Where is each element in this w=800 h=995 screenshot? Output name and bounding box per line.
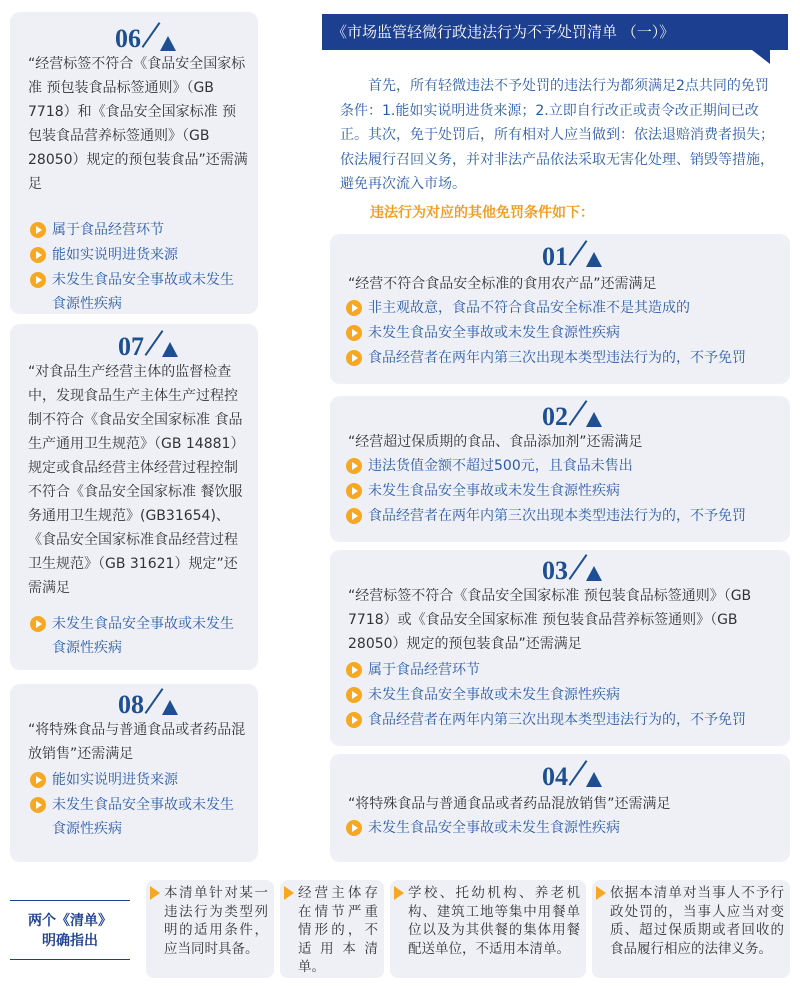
condition-item: 食品经营者在两年内第三次出现本类型违法行为的，不予免罚 <box>346 346 786 370</box>
footer-note <box>146 880 274 978</box>
card-quote: “将特殊食品与普通食品或者药品混放销售”还需满足 <box>348 796 671 812</box>
card-04 <box>330 754 790 862</box>
condition-item: 非主观故意，食品不符合食品安全标准不是其造成的 <box>346 296 786 320</box>
banner-tail <box>752 50 770 64</box>
condition-item: 食品经营者在两年内第三次出现本类型违法行为的，不予免罚 <box>346 504 786 528</box>
slash-decoration <box>569 240 588 266</box>
card-quote: “对食品生产经营主体的监督检查中，发现食品生产主体生产过程控制不符合《食品安全国家标准 食品生产通用卫生规范》（GB 14881）规定或食品经营主体经营过程控制不符合《食品安全国家标准 餐饮服务通用卫生规范》(GB31654)、《食品安全国家标准食品经营过程卫生规范》（GB 31621）规定”还需满足 <box>28 364 245 596</box>
arrow-icon <box>150 886 160 900</box>
slash-decoration <box>142 22 161 48</box>
card-number: 06 <box>115 24 141 53</box>
footer-title-line: 两个《清单》 <box>28 913 112 929</box>
play-bullet-icon <box>30 797 46 813</box>
arrow-icon <box>284 886 294 900</box>
footer-note-text: 依据本清单对当事人不予行政处罚的，当事人应当对变质、超过保质期或者回收的食品履行相应的法律义务。 <box>610 885 784 957</box>
play-bullet-icon <box>30 222 46 238</box>
condition-item: 食品经营者在两年内第三次出现本类型违法行为的，不予免罚 <box>346 708 786 732</box>
play-bullet-icon <box>30 772 46 788</box>
footer-note <box>390 880 586 978</box>
slash-decoration <box>569 400 588 426</box>
play-bullet-icon <box>346 687 362 703</box>
conditions-subheading: 违法行为对应的其他免罚条件如下： <box>370 205 594 221</box>
triangle-icon <box>586 772 602 787</box>
condition-item: 未发生食品安全事故或未发生食源性疾病 <box>30 793 242 841</box>
card-02 <box>330 396 790 542</box>
card-number: 04 <box>542 762 568 791</box>
triangle-icon <box>586 412 602 427</box>
card-quote: “经营标签不符合《食品安全国家标准 预包装食品标签通则》（GB 7718）和《食品安全国家标准 预包装食品营养标签通则》（GB 28050）规定的预包装食品”还需满足 <box>28 56 248 192</box>
card-quote: “经营不符合食品安全标准的食用农产品”还需满足 <box>348 276 657 292</box>
play-bullet-icon <box>30 272 46 288</box>
card-quote: “经营超过保质期的食品、食品添加剂”还需满足 <box>348 434 643 450</box>
slash-decoration <box>569 554 588 580</box>
play-bullet-icon <box>346 300 362 316</box>
footer-note-text: 学校、托幼机构、养老机构、建筑工地等集中用餐单位以及为其供餐的集体用餐配送单位，不适用本清单。 <box>408 885 580 957</box>
condition-item: 能如实说明进货来源 <box>30 768 252 792</box>
play-bullet-icon <box>346 820 362 836</box>
triangle-icon <box>586 252 602 267</box>
arrow-icon <box>596 886 606 900</box>
play-bullet-icon <box>30 247 46 263</box>
footer-title <box>10 900 130 960</box>
condition-item: 违法货值金额不超过500元，且食品未售出 <box>346 454 786 478</box>
condition-item: 未发生食品安全事故或未发生食源性疾病 <box>346 321 786 345</box>
slash-decoration <box>145 330 164 356</box>
card-quote: “经营标签不符合《食品安全国家标准 预包装食品标签通则》（GB 7718）或《食品安全国家标准 预包装食品营养标签通则》（GB 28050）规定的预包装食品”还需满足 <box>348 588 752 652</box>
card-06 <box>10 12 258 314</box>
condition-item: 未发生食品安全事故或未发生食源性疾病 <box>30 612 242 660</box>
card-number: 08 <box>118 690 144 719</box>
card-quote: “将特殊食品与普通食品或者药品混放销售”还需满足 <box>28 722 246 762</box>
triangle-icon <box>162 700 178 715</box>
play-bullet-icon <box>346 508 362 524</box>
title-banner: 《市场监管轻微行政违法行为不予处罚清单 （一）》 <box>322 14 788 50</box>
condition-item: 未发生食品安全事故或未发生食源性疾病 <box>346 479 786 503</box>
play-bullet-icon <box>30 616 46 632</box>
condition-item: 属于食品经营环节 <box>30 218 252 242</box>
condition-item: 属于食品经营环节 <box>346 658 786 682</box>
arrow-icon <box>394 886 404 900</box>
play-bullet-icon <box>346 458 362 474</box>
card-07 <box>10 324 258 670</box>
triangle-icon <box>162 342 178 357</box>
play-bullet-icon <box>346 483 362 499</box>
play-bullet-icon <box>346 712 362 728</box>
card-number: 01 <box>542 242 568 271</box>
play-bullet-icon <box>346 325 362 341</box>
triangle-icon <box>586 566 602 581</box>
card-08 <box>10 684 258 862</box>
condition-item: 未发生食品安全事故或未发生食源性疾病 <box>346 816 786 840</box>
play-bullet-icon <box>346 350 362 366</box>
slash-decoration <box>569 760 588 786</box>
card-01 <box>330 234 790 384</box>
card-number: 07 <box>118 332 144 361</box>
card-number: 03 <box>542 556 568 585</box>
slash-decoration <box>145 688 164 714</box>
condition-item: 能如实说明进货来源 <box>30 243 252 267</box>
play-bullet-icon <box>346 662 362 678</box>
footer-note-text: 本清单针对某一违法行为类型列明的适用条件，应当同时具备。 <box>164 885 268 957</box>
card-number: 02 <box>542 402 568 431</box>
intro-paragraph: 首先，所有轻微违法不予处罚的违法行为都须满足2点共同的免罚条件：1.能如实说明进货来源；2.立即自行改正或责令改正期间已改正。其次，免于处罚后，所有相对人应当做到：依法退赔消费者损失；依法履行召回义务，并对非法产品依法采取无害化处理、销毁等措施，避免再次流入市场。 <box>340 78 774 192</box>
condition-item: 未发生食品安全事故或未发生食源性疾病 <box>30 268 242 316</box>
footer-note <box>280 880 384 978</box>
footer-note <box>592 880 790 978</box>
triangle-icon <box>160 36 176 51</box>
footer-note-text: 经营主体存在情节严重情形的，不适用本清单。 <box>298 885 378 975</box>
footer-title-line: 明确指出 <box>42 933 98 949</box>
condition-item: 未发生食品安全事故或未发生食源性疾病 <box>346 683 786 707</box>
card-03 <box>330 550 790 746</box>
